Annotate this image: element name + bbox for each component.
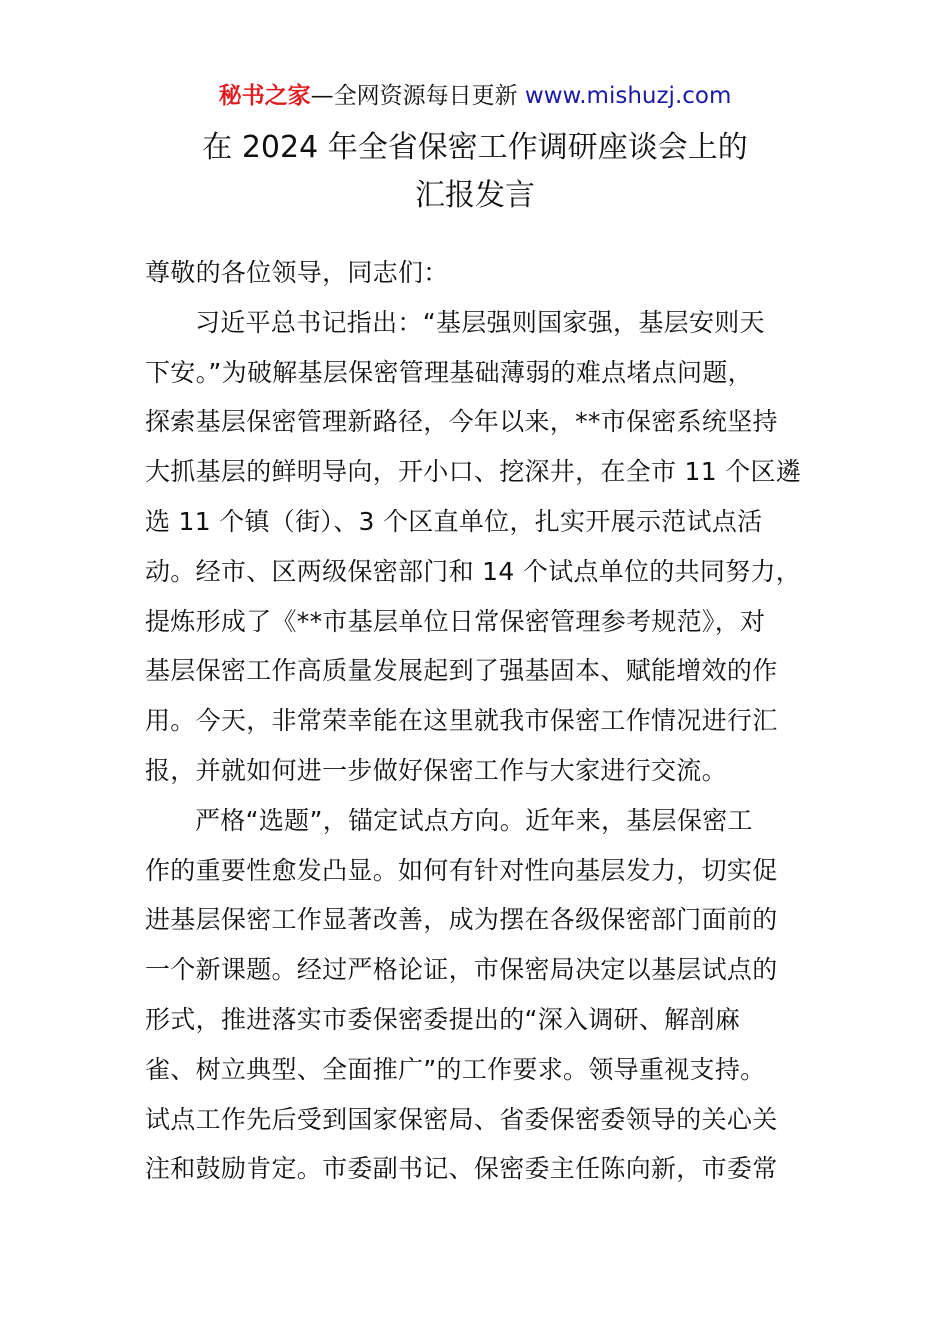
site-tagline: —全网资源每日更新: [310, 83, 525, 109]
body-line: 试点工作先后受到国家保密局、省委保密委领导的关心关: [145, 1104, 778, 1134]
body-line: 大抓基层的鲜明导向，开小口、挖深井，在全市 11 个区遴: [145, 457, 802, 487]
body-line: 提炼形成了《**市基层单位日常保密管理参考规范》，对: [145, 606, 766, 636]
body-line: 进基层保密工作显著改善，成为摆在各级保密部门面前的: [145, 905, 778, 935]
document-title-line-1: 在 2024 年全省保密工作调研座谈会上的: [202, 130, 748, 165]
body-line: 报，并就如何进一步做好保密工作与大家进行交流。: [145, 755, 727, 785]
body-line: 下安。”为破解基层保密管理基础薄弱的难点堵点问题，: [145, 357, 753, 387]
body-line: 动。经市、区两级保密部门和 14 个试点单位的共同努力，: [145, 556, 802, 586]
site-url-link[interactable]: www.mishuzj.com: [524, 83, 732, 109]
body-line: 作的重要性愈发凸显。如何有针对性向基层发力，切实促: [145, 855, 778, 885]
body-line: 严格“选题”，锚定试点方向。近年来，基层保密工: [195, 805, 753, 835]
body-line: 形式，推进落实市委保密委提出的“深入调研、解剖麻: [145, 1004, 741, 1034]
body-line: 尊敬的各位领导，同志们：: [145, 258, 449, 287]
body-line: 习近平总书记指出：“基层强则国家强，基层安则天: [195, 307, 765, 337]
body-line: 一个新课题。经过严格论证，市保密局决定以基层试点的: [145, 955, 778, 985]
document-body: [145, 248, 810, 1194]
body-line: 探索基层保密管理新路径，今年以来，**市保密系统坚持: [145, 407, 778, 437]
site-brand: 秘书之家: [218, 83, 311, 109]
body-line: 用。今天，非常荣幸能在这里就我市保密工作情况进行汇: [145, 706, 778, 736]
body-line: 基层保密工作高质量发展起到了强基固本、赋能增效的作: [145, 656, 778, 686]
body-line: 注和鼓励肯定。市委副书记、保密委主任陈向新，市委常: [145, 1154, 778, 1184]
body-line: 雀、树立典型、全面推广”的工作要求。领导重视支持。: [145, 1054, 766, 1084]
body-line: 选 11 个镇（街）、3 个区直单位，扎实开展示范试点活: [145, 506, 763, 536]
site-header: [0, 78, 950, 114]
document-title-line-2: 汇报发言: [415, 178, 535, 213]
